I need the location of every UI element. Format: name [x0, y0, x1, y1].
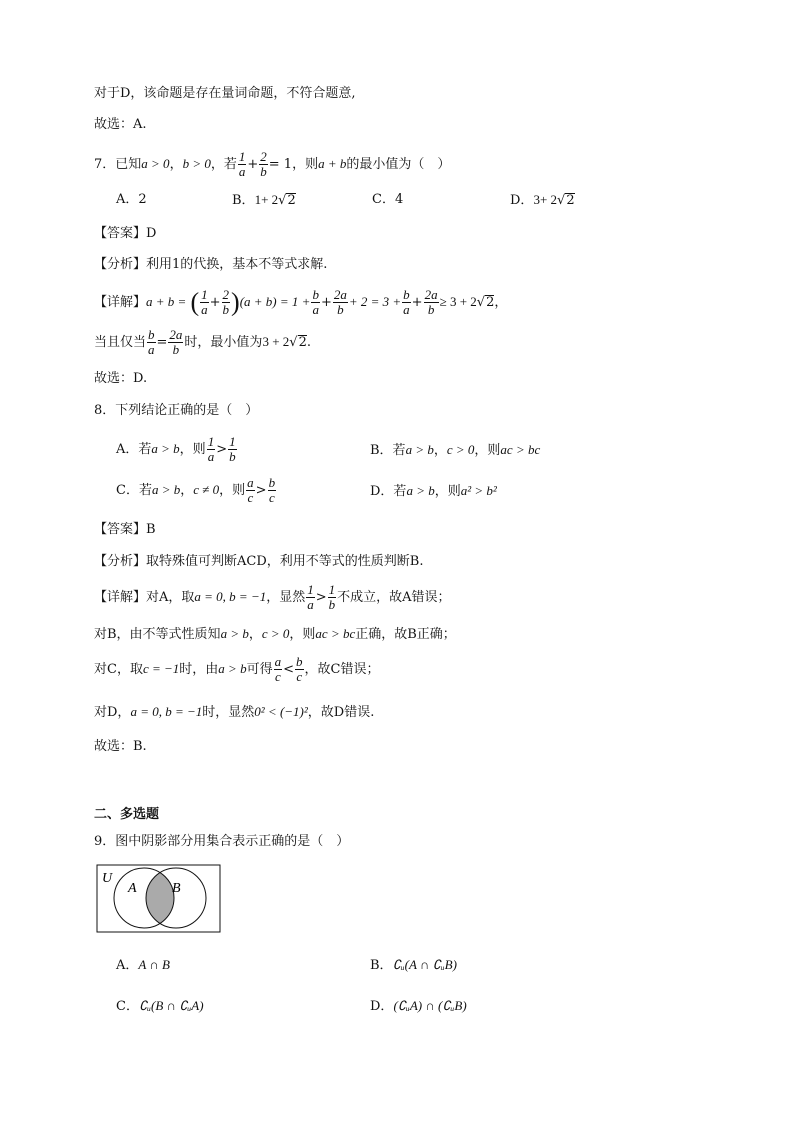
detail-7: 【详解】a + b = ( $\frac{1}{a}$ + $\frac{2}{b}$ )(a + b) = 1 + $\frac{b}{a}$ + $\frac{2a}{b}$ + 2 = 3 + $\frac{b}{a}$ + $\frac{2a}{b}$ ≥ 3 + 2√2， [94, 287, 508, 317]
q7-option-c: C．4 [372, 192, 404, 207]
analysis-8: 【分析】取特殊值可判断ACD，利用不等式的性质判断B. [94, 554, 424, 569]
q9-option-b: B．∁ᵤ(A ∩ ∁ᵤB) [370, 957, 457, 973]
detail-8: 【详解】对A，取a = 0, b = −1，显然 $\frac{1}{a}$ > $\frac{1}{b}$ 不成立，故A错误； [94, 582, 451, 612]
analysis-7: 【分析】利用1的代换，基本不等式求解. [94, 257, 328, 272]
answer-pick-8: 故选：B. [94, 739, 147, 754]
detail-8-b: 对B，由不等式性质知a > b，c > 0，则ac > bc正确，故B正确； [94, 626, 456, 642]
answer-8: 【答案】B [94, 522, 156, 537]
q9-option-a: A．A ∩ B [116, 957, 170, 973]
label-u: U [102, 871, 113, 886]
q9-option-d: D．(∁ᵤA) ∩ (∁ᵤB) [370, 998, 467, 1014]
answer-pick-7: 故选：D. [94, 371, 148, 386]
label-b: B [172, 881, 181, 896]
fraction: $\frac{2}{b}$ [260, 149, 267, 179]
q8-option-d: D．若a > b，则a² > b² [370, 483, 497, 499]
q9-option-c: C．∁ᵤ(B ∩ ∁ᵤA) [116, 998, 204, 1014]
q8-option-c: C．若a > b，c ≠ 0，则 $\frac{a}{c}$ > $\frac{b}{c}$ [116, 475, 276, 505]
venn-diagram [96, 864, 222, 934]
fraction: $\frac{1}{a}$ [238, 149, 246, 179]
detail-8-d: 对D，a = 0, b = −1时，显然0² < (−1)²，故D错误. [94, 704, 375, 720]
q7-option-d: D．3+ 2√2 [510, 192, 575, 208]
answer-7: 【答案】D [94, 226, 157, 241]
q8-option-a: A．若a > b，则 $\frac{1}{a}$ > $\frac{1}{b}$ [116, 434, 236, 464]
detail-8-c: 对C，取c = −1时，由a > b可得 $\frac{a}{c}$ < $\frac{b}{c}$ ，故C错误； [94, 654, 380, 684]
question-8: 8．下列结论正确的是（ ） [94, 403, 259, 418]
answer-pick-6: 故选：A. [94, 117, 147, 132]
q7-option-b: B．1+ 2√2 [232, 192, 296, 208]
question-7: 7．已知a > 0，b > 0，若 $\frac{1}{a}$ + $\frac{2}{b}$ = 1，则a + b的最小值为（ ） [94, 149, 451, 179]
section-heading: 二、多选题 [94, 807, 160, 822]
d-note: 对于D，该命题是存在量词命题，不符合题意, [94, 86, 356, 101]
q8-option-b: B．若a > b，c > 0，则ac > bc [370, 442, 541, 458]
equality-condition: 当且仅当 $\frac{b}{a}$ = $\frac{2a}{b}$ 时，最小值为3 + 2√2. [94, 327, 311, 357]
label-a: A [128, 881, 137, 896]
question-9: 9．图中阴影部分用集合表示正确的是（ ） [94, 834, 350, 849]
q7-option-a: A．2 [116, 192, 147, 207]
